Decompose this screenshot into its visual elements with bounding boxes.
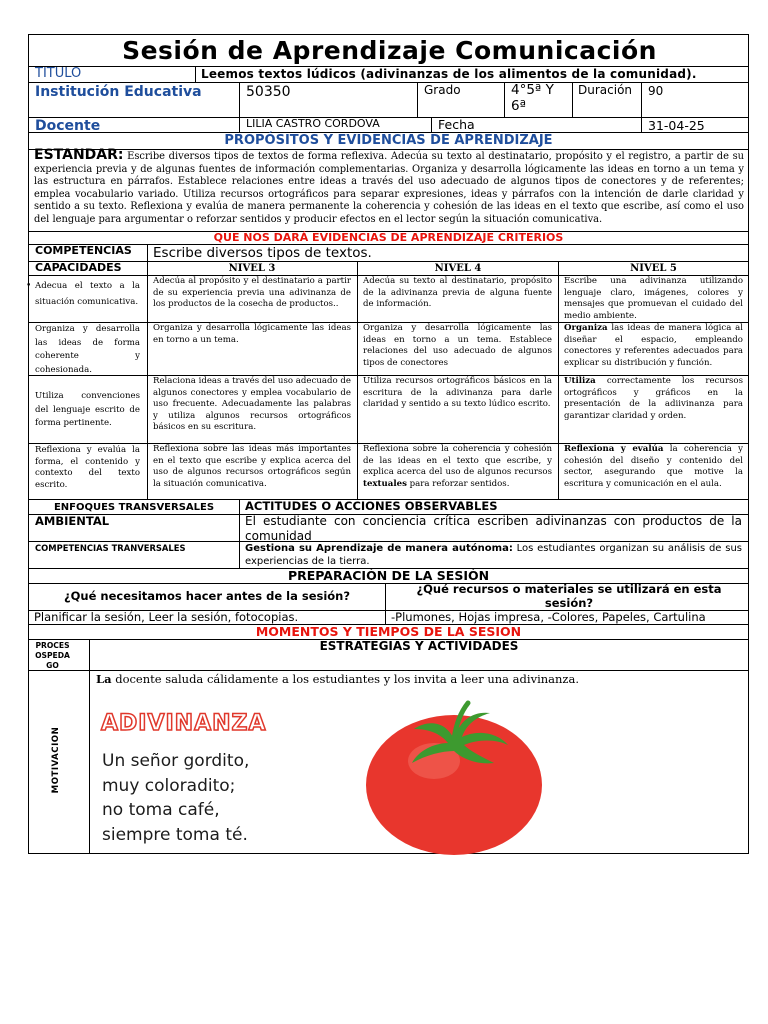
institucion-label: Institución Educativa — [35, 84, 202, 100]
estandar-block — [34, 149, 744, 226]
criterio-3-nivel-3: Relaciona ideas a través del uso adecuado de algunos conectores y emplea vocabulario de uso frecuente. Adecuadamente las palabras y utiliza algunos recursos ortográficos básicos en su escritura. — [153, 376, 351, 432]
fecha-label: Fecha — [438, 117, 475, 132]
actitudes-label: ACTITUDES O ACCIONES OBSERVABLES — [245, 499, 498, 513]
criterio-1-nivel-3: Adecúa al propósito y el destinatario a partir de su experiencia previa una adivinanza de los productos de la cosecha de productos.. — [153, 276, 351, 309]
divider — [572, 82, 573, 117]
titulo-label: TITULO — [35, 66, 82, 81]
titulo-value: Leemos textos lúdicos (adivinanzas de los alimentos de la comunidad). — [201, 67, 697, 81]
tomato-illustration — [356, 699, 546, 859]
intro-text: La docente saluda cálidamente a los estudiantes y los invita a leer una adivinanza. — [96, 672, 579, 686]
criterio-2-nivel-3: Organiza y desarrolla lógicamente las ideas en torno a un tema. — [153, 323, 351, 345]
divider — [147, 244, 148, 261]
divider — [29, 670, 748, 671]
estandar-text: Escribe diversos tipos de textos de forma reflexiva. Adecúa su texto al destinatario, propósito y el registro, a partir de su experiencia previa y de algunas fuentes de información complementarias. Organiza y desarrolla lógicamente las ideas en torno a un tema y las estructura en párrafos. Establece relaciones entre ideas a través del uso adecuado de algunos tipos de conectores y de referentes; emplea vocabulario variado. Utiliza recursos ortográficos para separar expresiones, ideas y párrafos con la intención de darle claridad y sentido a su texto. Reflexiona y evalúa de manera permanente la coherencia y cohesión de las ideas en el texto que escribe, así como el uso del lenguaje para argumentar o reforzar sentidos y producir efectos en el lector según la situación comunicativa. — [34, 151, 745, 225]
competencias-label: COMPETENCIAS — [35, 244, 132, 257]
comp-trans-label: COMPETENCIAS TRANVERSALES — [35, 543, 186, 553]
enfoques-label: ENFOQUES TRANSVERSALES — [53, 502, 215, 513]
preparacion-heading: PREPARACIÓN DE LA SESIÓN — [287, 568, 490, 583]
level-header-5: NIVEL 5 — [630, 263, 677, 274]
divider — [417, 82, 418, 117]
level-header-3: NIVEL 3 — [228, 263, 276, 274]
lesson-plan-document — [28, 34, 749, 854]
proceso-label: PROCES OSPEDA GO — [35, 641, 70, 670]
grado-label: Grado — [424, 83, 461, 97]
momentos-heading: MOMENTOS Y TIEMPOS DE LA SESION — [255, 624, 522, 639]
motivacion-label: MOTIVACION — [51, 726, 61, 794]
criterio-4-nivel-3: Reflexiona sobre las ideas más importantes en el texto que escribe y explica acerca del uso de algunos recursos ortográficos según la situación comunicativa. — [153, 444, 351, 489]
adivinanza-line: muy coloradito; — [102, 775, 236, 796]
divider — [147, 261, 148, 499]
capacidad-1: • Adecua el texto a la situación comunicativa. — [35, 278, 140, 310]
bullet-icon: • — [26, 281, 32, 291]
criterio-3-nivel-4: Utiliza recursos ortográficos básicos en la escritura de la adivinanza para darle claridad y sentido a su texto lúdico escrito. — [363, 376, 552, 409]
divider — [195, 66, 196, 82]
capacidad-3: Utiliza convenciones del lenguaje escrito de forma pertinente. — [35, 391, 140, 428]
criterio-2-nivel-5: Organiza las ideas de manera lógica al diseñar el espacio, empleando conectores y referentes adecuados para explicar su distribución y función. — [564, 323, 743, 368]
criterio-4-nivel-4: Reflexiona sobre la coherencia y cohesión de las ideas en el texto que escribe, y explica acerca del uso de algunos recursos textuales para reforzar sentidos. — [363, 444, 552, 489]
propositos-heading: PROPÓSITOS Y EVIDENCIAS DE APRENDIZAJE — [224, 133, 553, 148]
divider — [29, 244, 748, 245]
institucion-value: 50350 — [246, 84, 291, 100]
grado-value: 4°5ª Y 6ª — [511, 82, 554, 114]
divider — [357, 261, 358, 499]
docente-value: LILIA CASTRO CORDOVA — [246, 117, 380, 130]
capacidades-label: CAPACIDADES — [35, 261, 122, 274]
fecha-value: 31-04-25 — [648, 118, 705, 133]
divider — [89, 639, 90, 854]
evidencias-heading: QUE NOS DARÁ EVIDENCIAS DE APRENDIZAJE CRITERIOS — [213, 231, 564, 244]
adivinanza-line: no toma café, — [102, 800, 220, 820]
divider — [641, 82, 642, 132]
criterio-3-nivel-5: Utiliza correctamente los recursos ortográficos y gráficos en la presentación de la adiivinanza para garantizar claridad y orden. — [564, 376, 743, 421]
criterio-4-nivel-5: Reflexiona y evalúa la coherencia y cohesión del diseño y contenido del sector, asegurando que motive la escritura y comunicación en el aula. — [564, 444, 744, 489]
divider — [558, 261, 559, 499]
capacidad-4: Reflexiona y evalúa la forma, el contenido y contexto del texto escrito. — [35, 445, 140, 490]
divider — [239, 499, 240, 568]
criterio-1-nivel-5: Escribe una adivinanza utilizando lenguaje claro, imágenes, colores y mensajes que promuevan el cuidado del medio ambiente. — [564, 276, 743, 321]
duracion-value: 90 — [648, 84, 664, 98]
divider — [431, 117, 432, 132]
criterio-2-nivel-4: Organiza y desarrolla lógicamente las ideas en torno a un tema. Establece relaciones del uso adecuado de algunos tipos de conectores — [363, 323, 552, 368]
estrategias-label: ESTRATEGIAS Y ACTIVIDADES — [319, 639, 519, 653]
adivinanza-line: Un señor gordito, — [102, 751, 250, 771]
divider — [385, 583, 386, 624]
preparacion-q2: ¿Qué recursos o materiales se utilizará en esta sesión? — [416, 582, 722, 610]
preparacion-q1: ¿Qué necesitamos hacer antes de la sesión? — [63, 589, 351, 603]
adivinanza-title: ADIVINANZA — [101, 711, 267, 736]
divider — [504, 82, 505, 117]
page-title: Sesión de Aprendizaje Comunicación — [122, 36, 657, 65]
preparacion-a1: Planificar la sesión, Leer la sesión, fotocopias. — [34, 610, 299, 624]
ambiental-value: El estudiante con conciencia crítica escriben adivinanzas con productos de la comunidad — [245, 514, 742, 543]
adivinanza-text — [102, 749, 249, 847]
capacidad-2: Organiza y desarrolla las ideas de forma coherente y cohesionada. — [35, 324, 140, 375]
docente-label: Docente — [35, 118, 101, 134]
adivinanza-line: siempre toma té. — [102, 824, 248, 845]
comp-trans-value: Gestiona su Aprendizaje de manera autónoma: Los estudiantes organizan su análisis de sus experiencias de la tierra. — [245, 543, 742, 567]
ambiental-label: AMBIENTAL — [35, 514, 110, 528]
level-header-4: NIVEL 4 — [434, 263, 482, 274]
criterio-1-nivel-4: Adecúa su texto al destinatario, propósito de la adivinanza previa de alguna fuente de información. — [363, 276, 552, 309]
estandar-label: ESTANDAR: — [34, 147, 124, 163]
preparacion-a2: -Plumones, Hojas impresa, -Colores, Papeles, Cartulina — [391, 610, 706, 624]
duracion-label: Duración — [578, 83, 633, 97]
competencias-value: Escribe diversos tipos de textos. — [153, 245, 372, 261]
divider — [239, 82, 240, 132]
